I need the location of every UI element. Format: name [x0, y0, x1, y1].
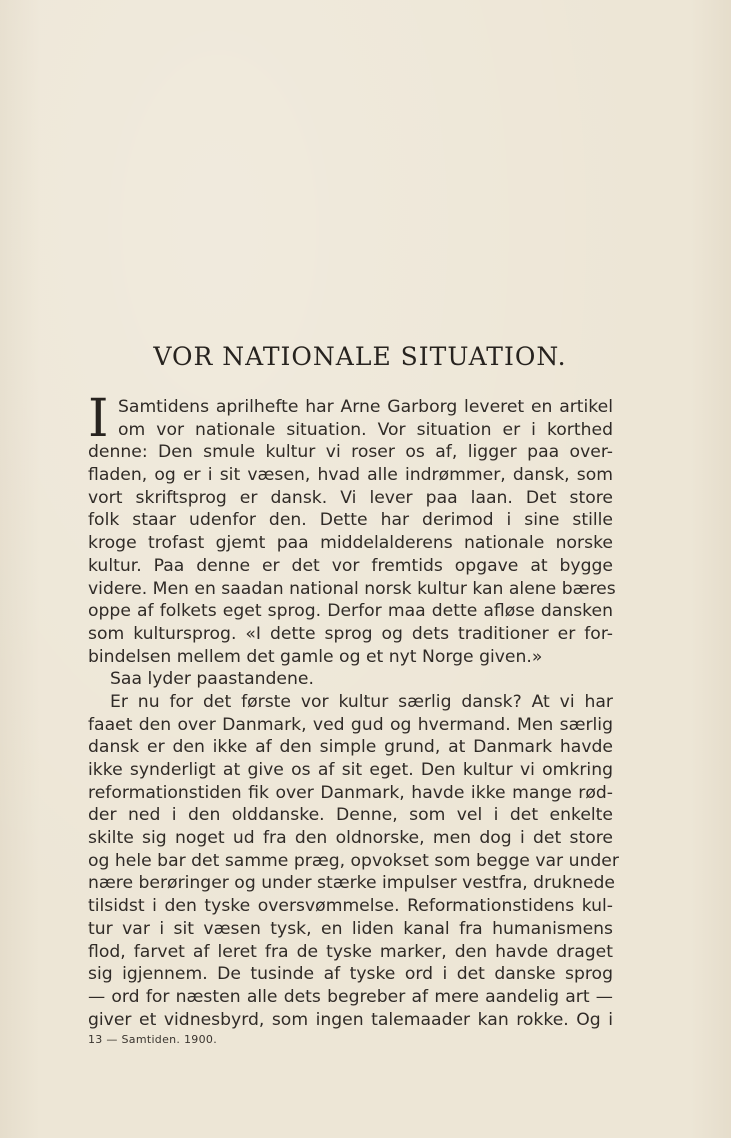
text-line: som kultursprog. «I dette sprog og dets traditioner er for-: [88, 623, 613, 644]
text-line: denne: Den smule kultur vi roser os af, ligger paa over-: [88, 442, 613, 463]
text-line: kultur. Paa denne er det vor fremtids opgave at bygge: [88, 555, 613, 576]
text-line: bindelsen mellem det gamle og et nyt Norge given.»: [88, 646, 543, 667]
text-line: oppe af folkets eget sprog. Derfor maa dette afløse dansken: [88, 601, 613, 622]
page-title: VOR NATIONALE SITUATION.: [153, 342, 567, 371]
text-line: der ned i den olddanske. Denne, som vel i det enkelte: [88, 805, 613, 826]
text-line: tur var i sit væsen tysk, en liden kanal fra humanismens: [88, 918, 613, 939]
text-line: om vor nationale situation. Vor situation er i korthed: [118, 419, 613, 440]
text-line: vort skriftsprog er dansk. Vi lever paa laan. Det store: [88, 487, 613, 508]
text-line: flod, farvet af leret fra de tyske marker, den havde draget: [88, 941, 613, 962]
text-line: dansk er den ikke af den simple grund, at Danmark havde: [88, 737, 613, 758]
text-line: og hele bar det samme præg, opvokset som begge var under: [88, 850, 619, 871]
text-line: — ord for næsten alle dets begreber af mere aandelig art —: [88, 986, 613, 1007]
article-body: [88, 389, 619, 1031]
text-line: skilte sig noget ud fra den oldnorske, men dog i det store: [88, 828, 613, 849]
text-line: faaet den over Danmark, ved gud og hvermand. Men særlig: [88, 714, 613, 735]
text-line: reformationstiden fik over Danmark, havde ikke mange rød-: [88, 782, 613, 803]
drop-cap: I: [88, 389, 109, 449]
text-line: Er nu for det første vor kultur særlig dansk? At vi har: [110, 691, 613, 712]
text-line: ikke synderligt at give os af sit eget. Den kultur vi omkring: [88, 760, 613, 780]
text-line: giver et vidnesbyrd, som ingen talemaader kan rokke. Og i: [88, 1009, 613, 1030]
text-line: fladen, og er i sit væsen, hvad alle indrømmer, dansk, som: [88, 465, 613, 486]
text-line: sig igjennem. De tusinde af tyske ord i det danske sprog: [88, 964, 613, 985]
text-line: folk staar udenfor den. Dette har derimod i sine stille: [88, 510, 613, 531]
text-line: nære berøringer og under stærke impulser vestfra, druknede: [88, 873, 615, 894]
text-line: Saa lyder paastandene.: [110, 669, 314, 690]
text-line: Samtidens aprilhefte har Arne Garborg leveret en artikel: [118, 397, 613, 417]
text-line: videre. Men en saadan national norsk kultur kan alene bæres: [88, 578, 616, 599]
page-footer-signature: 13 — Samtiden. 1900.: [88, 1033, 218, 1046]
text-line: tilsidst i den tyske oversvømmelse. Reformationstidens kul-: [88, 896, 613, 917]
text-line: kroge trofast gjemt paa middelalderens nationale norske: [88, 533, 613, 554]
